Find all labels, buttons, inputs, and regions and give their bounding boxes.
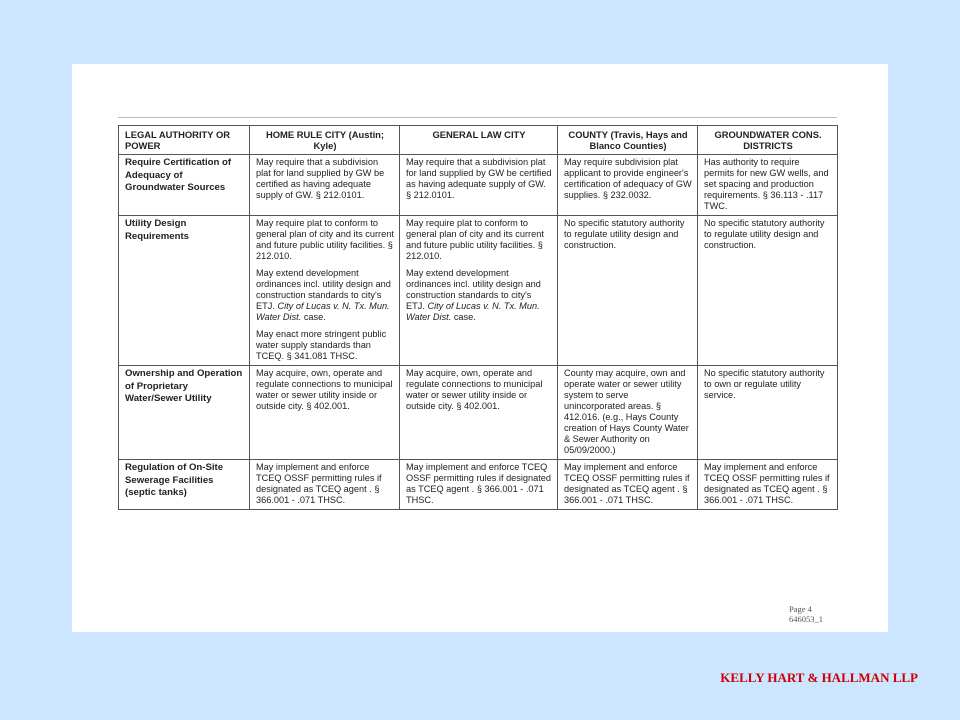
- table-cell: [400, 216, 558, 366]
- table-cell: [400, 155, 558, 216]
- cell-text: No specific statutory authority to own or regulate utility service.: [704, 368, 825, 400]
- table-header-row: [119, 126, 838, 155]
- cell-text: May require that a subdivision plat for land supplied by GW be certified as having adequate supply of GW. § 212.0101.: [256, 157, 385, 200]
- row-label: Ownership and Operation of Proprietary Water/Sewer Utility: [119, 366, 250, 460]
- table-cell: [400, 366, 558, 460]
- cell-text: County may acquire, own and operate water or sewer utility system to serve unincorporated areas. § 412.016. (e.g., Hays County creation of Hays County Water & Sewer Authority on 05/09/2000.): [564, 368, 689, 455]
- header-home-rule-city: HOME RULE CITY (Austin; Kyle): [250, 126, 400, 155]
- top-rule: [118, 117, 837, 118]
- row-label: Regulation of On-Site Sewerage Facilities (septic tanks): [119, 460, 250, 510]
- table-cell: [558, 155, 698, 216]
- cell-text: May implement and enforce TCEQ OSSF permitting rules if designated as TCEQ agent . § 366.001 - .071 THSC.: [564, 462, 690, 505]
- cell-text: May implement and enforce TCEQ OSSF permitting rules if designated as TCEQ agent . § 366.001 - .071 THSC.: [406, 462, 552, 505]
- table-row: [119, 216, 838, 366]
- page-footer: [789, 604, 823, 624]
- table-cell: [250, 155, 400, 216]
- document-page: [72, 64, 888, 632]
- cell-text: May enact more stringent public water supply standards than TCEQ. § 341.081 THSC.: [256, 329, 387, 361]
- authority-table: [118, 125, 838, 510]
- header-county: COUNTY (Travis, Hays and Blanco Counties): [558, 126, 698, 155]
- cell-text: May require plat to conform to general plan of city and its current and future public utility facilities. § 212.010.: [256, 218, 394, 261]
- table-cell: [250, 366, 400, 460]
- table-cell: [250, 460, 400, 510]
- row-label: Require Certification of Adequacy of Groundwater Sources: [119, 155, 250, 216]
- table-cell: [698, 366, 838, 460]
- header-groundwater-districts: GROUNDWATER CONS. DISTRICTS: [698, 126, 838, 155]
- cell-text: May require subdivision plat applicant to provide engineer's certification of adequacy of GW supplies. § 232.0032.: [564, 157, 692, 200]
- table-cell: [250, 216, 400, 366]
- table-row: [119, 460, 838, 510]
- cell-text: May require that a subdivision plat for land supplied by GW be certified as having adequate supply of GW. § 212.0101.: [406, 157, 552, 200]
- cell-text: May acquire, own, operate and regulate connections to municipal water or sewer utility inside or outside city. § 402.001.: [256, 368, 393, 411]
- case-citation: City of Lucas v. N. Tx. Mun. Water Dist.: [406, 301, 540, 322]
- table-row: [119, 366, 838, 460]
- table-cell: [698, 216, 838, 366]
- cell-text: May implement and enforce TCEQ OSSF permitting rules if designated as TCEQ agent . § 366.001 - .071 THSC.: [704, 462, 830, 505]
- table-cell: [558, 460, 698, 510]
- row-label: Utility Design Requirements: [119, 216, 250, 366]
- cell-text: May acquire, own, operate and regulate connections to municipal water or sewer utility inside or outside city. § 402.001.: [406, 368, 543, 411]
- cell-text: Has authority to require permits for new GW wells, and set spacing and production requirements. § 36.113 - .117 TWC.: [704, 157, 829, 211]
- cell-text: May extend development ordinances incl. utility design and construction standards to city's ETJ. City of Lucas v. N. Tx. Mun. Water Dist. case.: [256, 268, 391, 322]
- cell-text: May extend development ordinances incl. utility design and construction standards to city's ETJ. City of Lucas v. N. Tx. Mun. Water Dist. case.: [406, 268, 541, 322]
- header-legal-authority: LEGAL AUTHORITY OR POWER: [119, 126, 250, 155]
- cell-text: May require plat to conform to general plan of city and its current and future public utility facilities. § 212.010.: [406, 218, 544, 261]
- page-number: Page 4: [789, 604, 812, 614]
- cell-text: No specific statutory authority to regulate utility design and construction.: [564, 218, 685, 250]
- table-row: [119, 155, 838, 216]
- document-number: 646053_1: [789, 614, 823, 624]
- table-cell: [558, 216, 698, 366]
- cell-text: No specific statutory authority to regulate utility design and construction.: [704, 218, 825, 250]
- case-citation: City of Lucas v. N. Tx. Mun. Water Dist.: [256, 301, 390, 322]
- table-cell: [698, 460, 838, 510]
- header-general-law-city: GENERAL LAW CITY: [400, 126, 558, 155]
- firm-name: KELLY HART & HALLMAN LLP: [720, 670, 918, 685]
- table-cell: [400, 460, 558, 510]
- cell-text: May implement and enforce TCEQ OSSF permitting rules if designated as TCEQ agent . § 366.001 - .071 THSC.: [256, 462, 382, 505]
- table-cell: [558, 366, 698, 460]
- table-cell: [698, 155, 838, 216]
